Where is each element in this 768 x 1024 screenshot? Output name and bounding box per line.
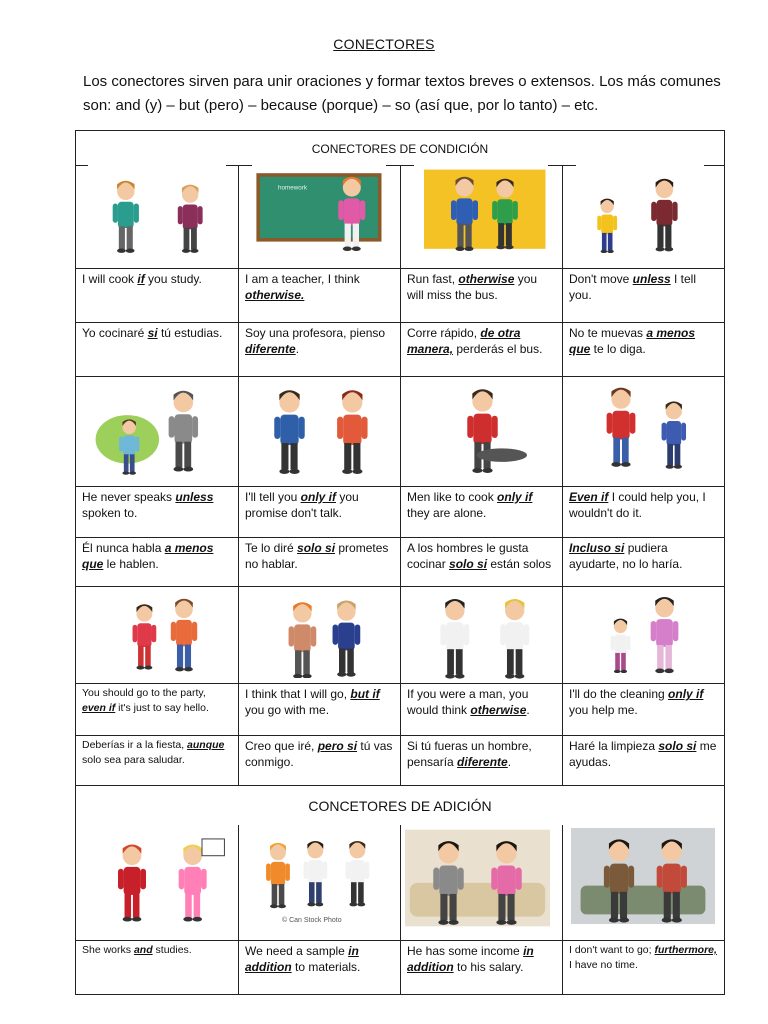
example-sentence <box>562 268 725 322</box>
example-sentence <box>238 735 400 785</box>
sentence-text: tú estudias. <box>157 326 223 340</box>
connector-keyword: otherwise. <box>245 288 305 302</box>
woman-and-man-talking-illustration <box>92 590 232 678</box>
example-sentence <box>400 735 562 785</box>
example-sentence <box>562 735 725 785</box>
sentence-text: I could help you, I wouldn't do it. <box>569 490 706 520</box>
sentence-text: to his salary. <box>453 960 524 974</box>
man-pushing-man-illustration <box>410 166 555 256</box>
couple-talking-illustration <box>568 828 718 924</box>
teacher-at-board-illustration <box>246 166 391 256</box>
example-sentence <box>562 940 725 995</box>
sentence-text: prometes no hablar. <box>245 541 389 571</box>
sentence-text: Él nunca habla <box>82 541 165 555</box>
sentence-text: Deberías ir a la fiesta, <box>82 739 188 751</box>
sentence-text: tú vas conmigo. <box>245 739 393 769</box>
sentence-text: If you were a man, you would think <box>407 687 529 717</box>
sentence-text: you will miss the bus. <box>407 272 538 302</box>
sentence-text: No te muevas <box>569 326 647 340</box>
sentence-text: it's just to say hello. <box>115 702 209 714</box>
woman-whispering-illustration <box>250 590 390 678</box>
connector-keyword: only if <box>497 490 533 504</box>
example-sentence <box>238 322 400 376</box>
sentence-text: to materials. <box>291 960 361 974</box>
connector-keyword: furthermore, <box>654 944 717 956</box>
example-sentence <box>562 486 725 537</box>
sentence-text: Don't move <box>569 272 633 286</box>
two-women-arguing-illustration <box>88 166 228 258</box>
example-sentence <box>75 683 238 735</box>
sentence-text: studies. <box>152 944 192 956</box>
intro-paragraph: Los conectores sirven para unir oraciones y formar textos breves o extensos. Los más comunes son: and (y) – but (pero) – because (porque) – so (así que, por lo tanto) – etc. <box>83 73 721 114</box>
row-divider <box>75 785 725 786</box>
connector-keyword: in addition <box>407 944 534 974</box>
connector-keyword: but if <box>350 687 380 701</box>
example-sentence <box>400 940 562 995</box>
example-sentence <box>562 683 725 735</box>
row-divider <box>75 165 88 166</box>
sentence-text: He never speaks <box>82 490 176 504</box>
sentence-text: están solos <box>487 557 552 571</box>
sentence-text: le hablen. <box>103 557 159 571</box>
couple-arguing-illustration <box>246 380 391 478</box>
sentence-text: . <box>526 703 530 717</box>
sentence-text: A los hombres le gusta cocinar <box>407 541 529 571</box>
sentence-text: you study. <box>144 272 202 286</box>
example-sentence <box>400 322 562 376</box>
section-title-condition: CONECTORES DE CONDICIÓN <box>311 142 489 156</box>
sentence-text: me ayudas. <box>569 739 717 769</box>
two-cartoon-girls-illustration <box>90 830 230 930</box>
connector-keyword: otherwise <box>470 703 527 717</box>
example-sentence <box>400 486 562 537</box>
connector-keyword: solo si <box>658 739 697 753</box>
connector-keyword: Incluso si <box>569 541 625 555</box>
man-cooking-illustration <box>410 380 555 480</box>
sentence-text: I tell you. <box>569 272 697 302</box>
connector-keyword: and <box>133 944 153 956</box>
sentence-text: te lo diga. <box>590 342 646 356</box>
sentence-text: I will cook <box>82 272 138 286</box>
example-sentence <box>75 322 238 376</box>
sentence-text: You should go to the party, <box>82 687 206 699</box>
sentence-text: We need a sample <box>245 944 349 958</box>
example-sentence <box>562 322 725 376</box>
sentence-text: spoken to. <box>82 506 138 520</box>
connector-keyword: de otra manera, <box>407 326 521 356</box>
sentence-text: pudiera ayudarte, no lo haría. <box>569 541 683 571</box>
connector-keyword: otherwise <box>458 272 515 286</box>
connector-keyword: pero si <box>317 739 358 753</box>
svg-text:homework: homework <box>278 184 308 192</box>
sentence-text: I think that I will go, <box>245 687 351 701</box>
sentence-text: perderás el bus. <box>453 342 543 356</box>
example-sentence <box>238 268 400 322</box>
example-sentence <box>238 940 400 995</box>
sentence-text: I'll do the cleaning <box>569 687 669 701</box>
sentence-text: Men like to cook <box>407 490 498 504</box>
connector-keyword: only if <box>300 490 336 504</box>
women-on-sofa-illustration <box>405 828 550 928</box>
example-sentence <box>75 735 238 785</box>
example-sentence <box>400 537 562 586</box>
example-sentence <box>400 268 562 322</box>
example-sentence <box>238 683 400 735</box>
sentence-text: I have no time. <box>569 959 638 971</box>
connector-keyword: si <box>147 326 158 340</box>
connector-keyword: if <box>137 272 145 286</box>
connector-keyword: diferente <box>457 755 508 769</box>
connector-keyword: aunque <box>187 739 225 751</box>
row-divider <box>704 165 725 166</box>
sentence-text: . <box>295 342 300 356</box>
example-sentence <box>75 486 238 537</box>
mother-and-daughter-illustration <box>570 590 715 678</box>
connector-keyword: Even if <box>569 490 609 504</box>
section-title-addition: CONCETORES DE ADICIÓN <box>308 798 492 814</box>
connector-keyword: diferente <box>245 342 296 356</box>
example-sentence <box>75 268 238 322</box>
sentence-text: you help me. <box>569 703 638 717</box>
sentence-text: you go with me. <box>245 703 330 717</box>
construction-workers-illustration <box>250 830 390 926</box>
sentence-text: Yo cocinaré <box>82 326 148 340</box>
sentence-text: Corre rápido, <box>407 326 481 340</box>
boy-and-man-illustration <box>90 382 230 478</box>
connector-keyword: in addition <box>245 944 359 974</box>
connector-keyword: unless <box>175 490 214 504</box>
sentence-text: She works <box>82 944 134 956</box>
sentence-text: Te lo diré <box>245 541 298 555</box>
connector-keyword: a menos que <box>569 326 696 356</box>
sentence-text: Si tú fueras un hombre, pensaría <box>407 739 532 769</box>
example-sentence <box>238 486 400 537</box>
example-sentence <box>562 537 725 586</box>
sentence-text: I don't want to go; <box>569 944 655 956</box>
example-sentence <box>75 940 238 995</box>
photo-credit: © Can Stock Photo <box>282 917 342 924</box>
man-scolding-boy-standing-illustration <box>570 380 720 476</box>
sentence-text: Soy una profesora, pienso <box>245 326 386 340</box>
connector-keyword: solo si <box>449 557 488 571</box>
example-sentence <box>238 537 400 586</box>
connector-keyword: unless <box>632 272 671 286</box>
sentence-text: Haré la limpieza <box>569 739 659 753</box>
sentence-text: . <box>507 755 512 769</box>
women-gossiping-illustration <box>410 588 555 680</box>
page-title: CONECTORES <box>333 36 435 52</box>
connector-keyword: even if <box>82 702 116 714</box>
sentence-text: Run fast, <box>407 272 459 286</box>
connector-keyword: only if <box>668 687 704 701</box>
example-sentence <box>400 683 562 735</box>
sentence-text: He has some income <box>407 944 524 958</box>
connector-keyword: solo si <box>297 541 336 555</box>
sentence-text: solo sea para saludar. <box>82 754 185 766</box>
sentence-text: I'll tell you <box>245 490 301 504</box>
example-sentence <box>75 537 238 586</box>
sentence-text: I am a teacher, I think <box>245 272 360 286</box>
connector-keyword: a menos que <box>82 541 214 571</box>
man-scolding-boy-illustration <box>568 170 708 258</box>
sentence-text: Creo que iré, <box>245 739 318 753</box>
sentence-text: you promise don't talk. <box>245 490 359 520</box>
sentence-text: they are alone. <box>407 506 487 520</box>
